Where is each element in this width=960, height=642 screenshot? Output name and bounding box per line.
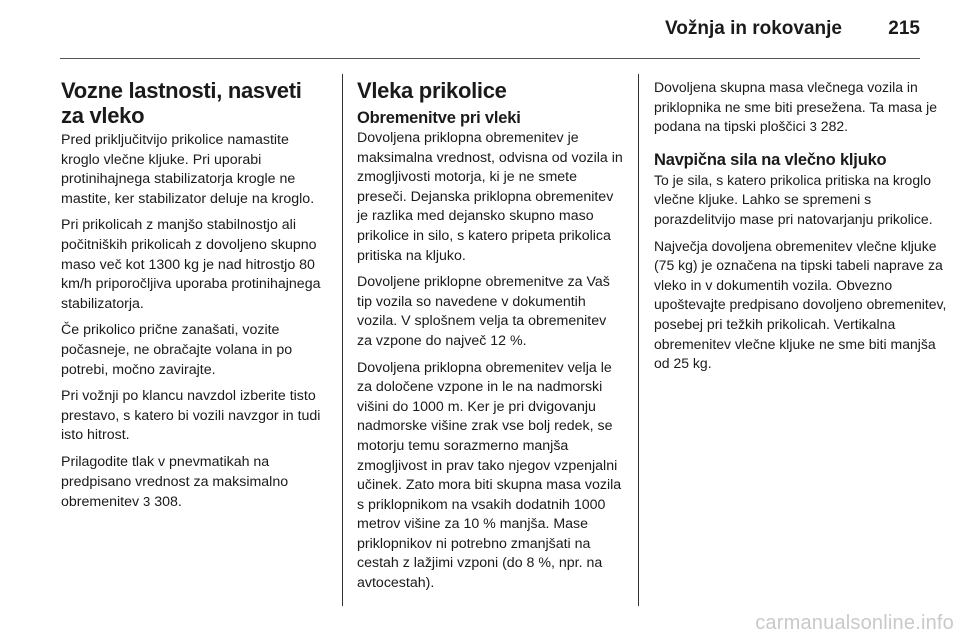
paragraph: Pri prikolicah z manjšo stabilnostjo ali počitniških prikolicah z dovoljeno skupno maso več kot 1300 kg je nad hitrostjo 80 km/h priporočljiva uporaba protinihajnega stabilizatorja. bbox=[61, 217, 321, 312]
page-reference[interactable]: 308. bbox=[154, 494, 182, 511]
page-reference-icon: 3 bbox=[143, 494, 151, 510]
paragraph: Dovoljene priklopne obremenitve za Vaš tip vozila so navedene v dokumentih vozila. V splošnem velja ta obremenitev za vzpone do največ 12 %. bbox=[357, 274, 610, 349]
column-right bbox=[654, 78, 954, 381]
paragraph: Pred priključitvijo prikolice namastite kroglo vlečne kljuke. Pri uporabi protinihajnega stabilizatorja krogle ne mastite, ker stabilizator deluje na kroglo. bbox=[61, 132, 315, 207]
column-divider bbox=[342, 74, 343, 606]
page-reference[interactable]: 282. bbox=[820, 118, 849, 135]
page-header bbox=[0, 0, 960, 58]
column-middle bbox=[357, 78, 623, 601]
column-left bbox=[61, 78, 327, 520]
chapter-title: Vožnja in rokovanje bbox=[664, 18, 842, 39]
paragraph: Če prikolico prične zanašati, vozite počasneje, ne obračajte volana in po potrebi, močno zavirajte. bbox=[61, 322, 293, 378]
section-heading-towing: Vleka prikolice bbox=[357, 78, 507, 103]
watermark: carmanualsonline.info bbox=[755, 612, 954, 634]
subheading-vertical-load: Navpična sila na vlečno kljuko bbox=[654, 150, 887, 169]
paragraph: Dovoljena priklopna obremenitev je maksimalna vrednost, odvisna od vozila in zmogljivosti motorja, ki je ne smete preseči. Dejanska priklopna obremenitev je razlika med dejansko skupno maso prikolice in silo, s katero pripeta prikolica pritiska na kljuko. bbox=[357, 130, 623, 264]
paragraph-text: Prilagodite tlak v pnevmatikah na predpisano vrednost za maksimalno obremenitev bbox=[61, 453, 289, 511]
subheading-trailer-loads: Obremenitve pri vleki bbox=[357, 109, 521, 127]
paragraph: Pri vožnji po klancu navzdol izberite tisto prestavo, s katero bi vozili navzgor in tudi isto hitrost. bbox=[61, 388, 321, 444]
column-divider bbox=[638, 74, 639, 606]
paragraph-text: Dovoljena skupna masa vlečnega vozila in priklopnika ne sme biti presežena. Ta masa je podana na tipski ploščici bbox=[654, 79, 938, 135]
paragraph: Največja dovoljena obremenitev vlečne kljuke (75 kg) je označena na tipski tabeli naprave za vleko in v dokumentih vozila. Obvezno upoštevajte predpisano dovoljeno obremenitev, posebej pri težkih prikolicah. Vertikalna obremenitev vlečne kljuke ne sme biti manjša od 25 kg. bbox=[654, 237, 947, 372]
header-rule bbox=[60, 58, 920, 59]
page-number: 215 bbox=[888, 18, 920, 39]
paragraph bbox=[654, 78, 954, 137]
paragraph bbox=[61, 453, 327, 513]
paragraph: Dovoljena priklopna obremenitev velja le za določene vzpone in le na nadmorski višini do 1000 m. Ker je pri dvigovanju nadmorske višine zrak vse bolj redek, se motorju temu sorazmerno manjša zmogljivost in prav tako njegov vzpenjalni učinek. Zato mora biti skupna masa vozila s priklopnikom na vsakih dodatnih 1000 metrov višine za 10 % manjša. Mase priklopnikov ni potrebno zmanjšati na cestah z lažjimi vzponi (do 8 %, npr. na avtocestah). bbox=[357, 359, 622, 592]
paragraph: To je sila, s katero prikolica pritiska na kroglo vlečne kljuke. Lahko se spremeni s porazdelitvijo mase pri natovarjanju prikolice. bbox=[654, 171, 933, 227]
section-heading-driving-tips: Vozne lastnosti, nasveti za vleko bbox=[61, 78, 302, 128]
page-reference-icon: 3 bbox=[809, 119, 817, 135]
